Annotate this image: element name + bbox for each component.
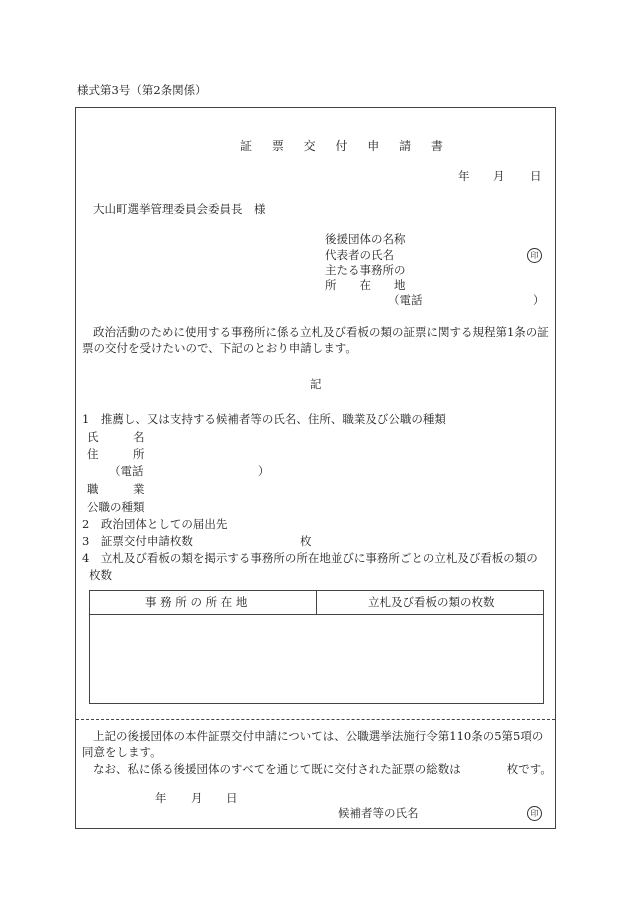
item1-phone-close: ） (258, 464, 270, 478)
consent-day: 日 (226, 791, 238, 805)
page-title: 証 票 交 付 申 請 書 (240, 139, 451, 153)
applicant-org-name-label: 後援団体の名称 (325, 232, 406, 246)
applicant-phone-close: ） (533, 293, 545, 307)
applicant-office-label-2: 所 在 地 (325, 278, 406, 292)
consent-month: 月 (191, 791, 203, 805)
item3-heading: 3 証票交付申請枚数 (82, 534, 193, 548)
applicant-office-label-1: 主たる事務所の (325, 263, 406, 277)
item3-unit: 枚 (300, 534, 312, 548)
date-month: 月 (493, 169, 505, 183)
candidate-name-label: 候補者等の氏名 (338, 806, 419, 820)
consent-paragraph-1: 上記の後援団体の本件証票交付申請については、公職選挙法施行令第110条の5第5項の同意をします。 (82, 729, 544, 759)
applicant-representative-label: 代表者の氏名 (325, 248, 394, 262)
dashed-divider (76, 719, 555, 720)
consent-paragraph-2: なお、私に係る後援団体のすべてを通じて既に交付された証票の総数は 枚です。 (93, 762, 552, 776)
date-day: 日 (530, 169, 542, 183)
consent-year: 年 (155, 791, 167, 805)
item2-heading: 2 政治団体としての届出先 (82, 517, 228, 531)
date-year: 年 (458, 169, 470, 183)
seal-icon: 印 (527, 248, 542, 263)
applicant-phone-label: （電話 (388, 293, 423, 307)
item1-phone-label: （電話 (109, 464, 144, 478)
item4-heading: 4 立札及び看板の類を掲示する事務所の所在地並びに事務所ごとの立札及び看板の類の (82, 551, 538, 565)
item1-name-label: 氏 名 (87, 430, 145, 444)
item1-office-type-label: 公職の種類 (87, 500, 145, 514)
table-header-count: 立札及び看板の類の枚数 (368, 595, 495, 609)
seal-icon: 印 (527, 806, 542, 821)
form-number: 様式第3号（第2条関係） (77, 83, 207, 97)
office-table (89, 590, 544, 704)
addressee: 大山町選挙管理委員会委員長 様 (93, 202, 266, 216)
table-header-location: 事 務 所 の 所 在 地 (145, 595, 248, 609)
body-text: 政治活動のために使用する事務所に係る立札及び看板の類の証票に関する規程第1条の証票の交付を受けたいので、下記のとおり申請します。 (82, 325, 549, 355)
item1-address-label: 住 所 (87, 447, 145, 461)
item1-heading: 1 推薦し、又は支持する候補者等の氏名、住所、職業及び公職の種類 (82, 412, 446, 426)
item1-occupation-label: 職 業 (87, 482, 145, 496)
ki-heading: 記 (310, 377, 322, 391)
item4-heading-cont: 枚数 (89, 568, 112, 582)
